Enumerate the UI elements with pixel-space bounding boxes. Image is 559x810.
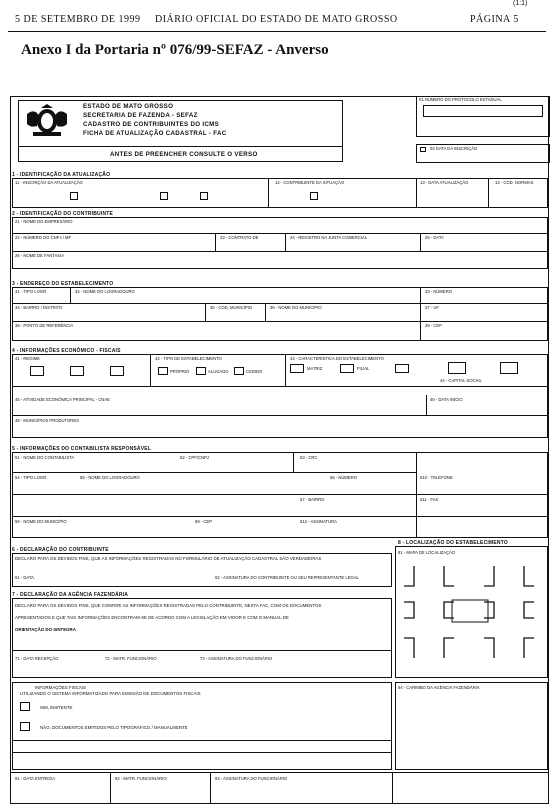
section-2-box — [12, 217, 548, 269]
location-map-grid — [396, 558, 547, 676]
update-type-box-1[interactable] — [70, 192, 78, 200]
char-box-1[interactable] — [290, 364, 304, 373]
section-2-title: 2 - IDENTIFICAÇÃO DO CONTRIBUINTE — [12, 211, 114, 217]
section-1-title: 1 - IDENTIFICAÇÃO DA ATUALIZAÇÃO — [12, 172, 111, 178]
char-box-3[interactable] — [395, 364, 409, 373]
section-6-title: 6 - DECLARAÇÃO DO CONTRIBUINTE — [12, 547, 109, 553]
journal-date: 5 DE SETEMBRO DE 1999 — [15, 14, 141, 25]
establishment-rented-box[interactable] — [196, 367, 206, 375]
section-5-box — [12, 452, 548, 538]
header-rule — [8, 31, 546, 32]
regime-box-3[interactable] — [110, 366, 124, 376]
regime-box-2[interactable] — [70, 366, 84, 376]
stamp-box — [395, 682, 548, 770]
coat-of-arms-icon — [25, 104, 69, 138]
section-4-box — [12, 354, 548, 438]
system-no-box[interactable] — [20, 722, 30, 731]
situation-box[interactable] — [310, 192, 318, 200]
char-box-5[interactable] — [500, 362, 518, 374]
section-8-title: 8 - LOCALIZAÇÃO DO ESTABELECIMENTO — [398, 540, 508, 546]
update-type-box-3[interactable] — [200, 192, 208, 200]
char-box-4[interactable] — [448, 362, 466, 374]
char-box-2[interactable] — [340, 364, 354, 373]
journal-page: PÁGINA 5 — [470, 14, 519, 25]
agency-line-1: ESTADO DE MATO GROSSO — [83, 103, 174, 110]
date-label: 02 DATA DA INSCRIÇÃO — [430, 146, 478, 151]
regime-box-1[interactable] — [30, 366, 44, 376]
system-yes-box[interactable] — [20, 702, 30, 711]
protocol-field[interactable] — [423, 105, 543, 117]
top-mark: (1:1) — [513, 0, 528, 7]
agency-line-2: SECRETARIA DE FAZENDA - SEFAZ — [83, 112, 198, 119]
section-5-title: 5 - INFORMAÇÕES DO CONTABILISTA RESPONSÁVEL — [12, 446, 152, 452]
protocol-label: 01 NÚMERO DO PROTOCOLO ESTADUAL — [419, 97, 502, 102]
document-title: Anexo I da Portaria nº 076/99-SEFAZ - Anverso — [21, 42, 329, 58]
establishment-lent-box[interactable] — [234, 367, 244, 375]
establishment-own-box[interactable] — [158, 367, 168, 375]
journal-name: DIÁRIO OFICIAL DO ESTADO DE MATO GROSSO — [155, 14, 398, 25]
section-7-box — [12, 598, 392, 678]
agency-line-4: FICHA DE ATUALIZAÇÃO CADASTRAL - FAC — [83, 130, 227, 137]
notice: ANTES DE PREENCHER CONSULTE O VERSO — [110, 151, 258, 158]
section-4-title: 4 - INFORMAÇÕES ECONÔMICO - FISCAIS — [12, 348, 121, 354]
section-3-title: 3 - ENDEREÇO DO ESTABELECIMENTO — [12, 281, 114, 287]
agency-line-3: CADASTRO DE CONTRIBUINTES DO ICMS — [83, 121, 220, 128]
update-type-box-2[interactable] — [160, 192, 168, 200]
date-checkbox[interactable] — [420, 147, 426, 152]
section-3-box — [12, 287, 548, 341]
section-7-title: 7 - DECLARAÇÃO DA AGÊNCIA FAZENDÁRIA — [12, 592, 129, 598]
